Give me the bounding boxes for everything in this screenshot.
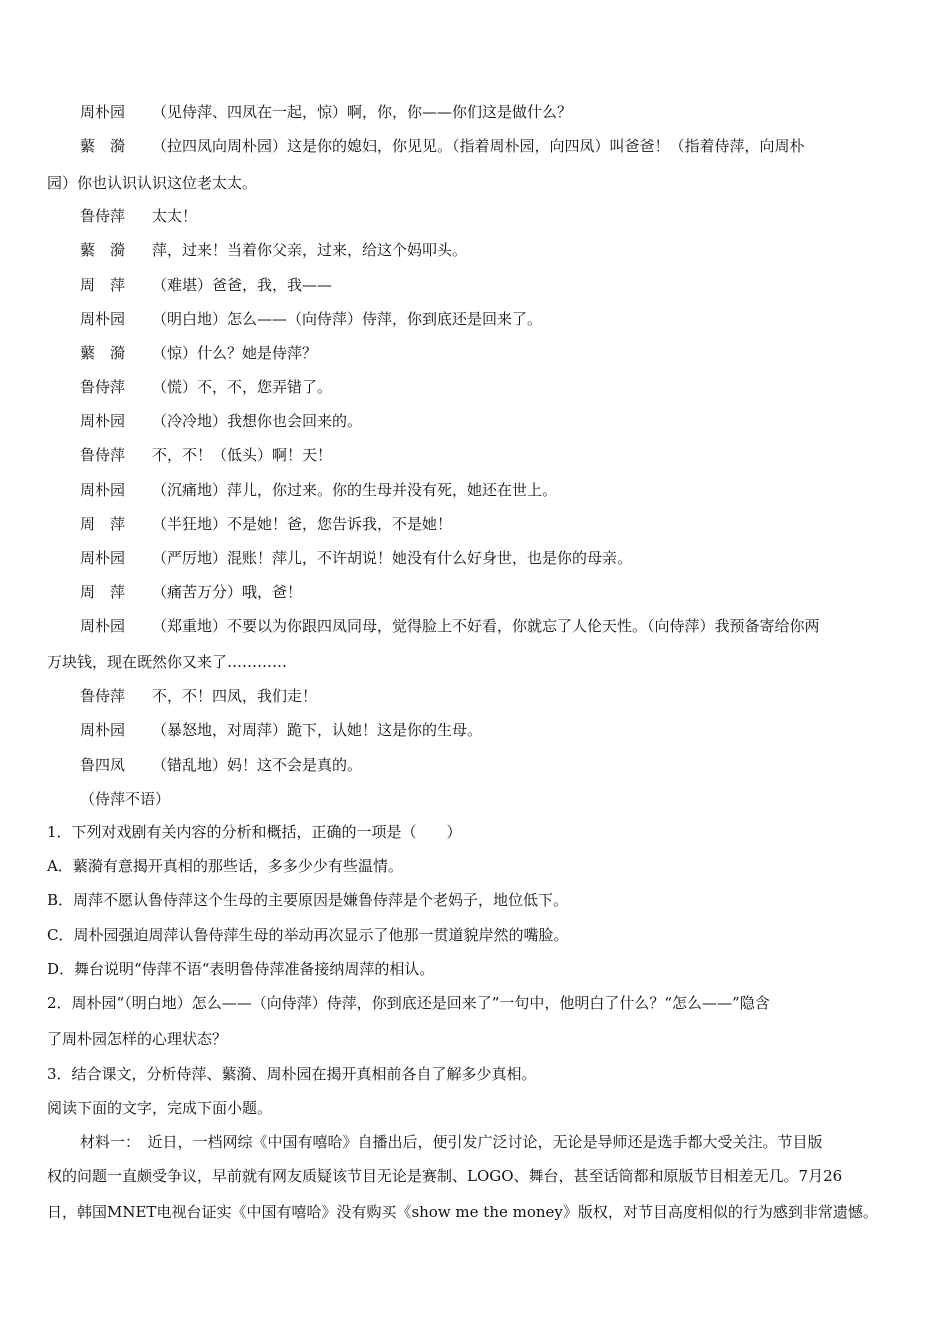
dialogue-text: （明白地）怎么——（向侍萍）侍萍，你到底还是回来了。: [152, 310, 543, 328]
question-3: 3．结合课文，分析侍萍、蘩漪、周朴园在揭开真相前各自了解多少真相。: [47, 1065, 537, 1083]
dialogue-text: （郑重地）不要以为你跟四凤同母，觉得脸上不好看，你就忘了人伦天性。（向侍萍）我预备寄给你两: [152, 617, 820, 635]
speaker: 周朴园: [80, 617, 126, 635]
speaker: 周朴园: [80, 721, 126, 739]
speaker: 周朴园: [80, 310, 126, 328]
speaker: 周 萍: [80, 583, 126, 601]
dialogue-text: 萍，过来！当着你父亲，过来，给这个妈叩头。: [152, 241, 468, 259]
dialogue-text: 太太！: [152, 207, 198, 225]
speaker: 鲁侍萍: [80, 207, 126, 225]
question-2-continuation: 了周朴园怎样的心理状态？: [47, 1030, 228, 1048]
material-line: 日，韩国MNET电视台证实《中国有嘻哈》没有购买《show me the money》版权，对节目高度相似的行为感到非常遗憾。: [47, 1203, 878, 1221]
option-d: D．舞台说明“侍萍不语“表明鲁侍萍准备接纳周萍的相认。: [47, 960, 435, 978]
question-2: 2．周朴园“（明白地）怎么——（向侍萍）侍萍，你到底还是回来了”一句中，他明白了什么？“怎么——”隐含: [47, 994, 770, 1012]
dialogue-text: （严厉地）混账！萍儿，不许胡说！她没有什么好身世，也是你的母亲。: [152, 549, 633, 567]
speaker: 鲁侍萍: [80, 378, 126, 396]
speaker: 周 萍: [80, 276, 126, 294]
option-b: B．周萍不愿认鲁侍萍这个生母的主要原因是嫌鲁侍萍是个老妈子，地位低下。: [47, 891, 569, 909]
dialogue-continuation: 万块钱，现在既然你又来了…………: [47, 653, 288, 671]
speaker: 鲁四凤: [80, 756, 126, 774]
dialogue-text: （痛苦万分）哦，爸！: [152, 583, 303, 601]
dialogue-text: 不，不！（低头）啊！天！: [152, 446, 333, 464]
speaker: 鲁侍萍: [80, 446, 126, 464]
speaker: 蘩 漪: [80, 137, 126, 155]
speaker: 蘩 漪: [80, 241, 126, 259]
dialogue-text: （见侍萍、四凤在一起，惊）啊，你，你——你们这是做什么？: [152, 103, 573, 121]
question-1: 1．下列对戏剧有关内容的分析和概括，正确的一项是（ ）: [47, 823, 462, 841]
dialogue-text: （难堪）爸爸，我，我——: [152, 276, 333, 294]
speaker: 周朴园: [80, 103, 126, 121]
speaker: 周朴园: [80, 549, 126, 567]
speaker: 周朴园: [80, 412, 126, 430]
dialogue-text: （慌）不，不，您弄错了。: [152, 378, 333, 396]
speaker: 周朴园: [80, 481, 126, 499]
dialogue-text: （惊）什么？她是侍萍？: [152, 344, 318, 362]
reading-intro: 阅读下面的文字，完成下面小题。: [47, 1099, 273, 1117]
speaker: 蘩 漪: [80, 344, 126, 362]
dialogue-text: （冷冷地）我想你也会回来的。: [152, 412, 363, 430]
dialogue-text: 不，不！四凤，我们走！: [152, 687, 318, 705]
speaker: 鲁侍萍: [80, 687, 126, 705]
option-c: C．周朴园强迫周萍认鲁侍萍生母的举动再次显示了他那一贯道貌岸然的嘴脸。: [47, 926, 569, 944]
dialogue-text: （拉四凤向周朴园）这是你的媳妇，你见见。（指着周朴园，向四凤）叫爸爸！（指着侍萍，向周朴: [152, 137, 805, 155]
material-line: 材料一： 近日，一档网综《中国有嘻哈》自播出后，便引发广泛讨论，无论是导师还是选手都大受关注。节目版: [80, 1133, 823, 1151]
option-a: A．蘩漪有意揭开真相的那些话，多多少少有些温情。: [47, 857, 403, 875]
stage-note: （侍萍不语）: [80, 790, 171, 808]
dialogue-text: （沉痛地）萍儿，你过来。你的生母并没有死，她还在世上。: [152, 481, 558, 499]
material-line: 权的问题一直颇受争议，早前就有网友质疑该节目无论是赛制、LOGO、舞台，甚至话筒都和原版节目相差无几。7月26: [47, 1167, 843, 1185]
dialogue-continuation: 园）你也认识认识这位老太太。: [47, 174, 258, 192]
speaker: 周 萍: [80, 515, 126, 533]
dialogue-text: （暴怒地，对周萍）跪下，认她！这是你的生母。: [152, 721, 483, 739]
dialogue-text: （半狂地）不是她！爸，您告诉我，不是她！: [152, 515, 453, 533]
dialogue-text: （错乱地）妈！这不会是真的。: [152, 756, 363, 774]
